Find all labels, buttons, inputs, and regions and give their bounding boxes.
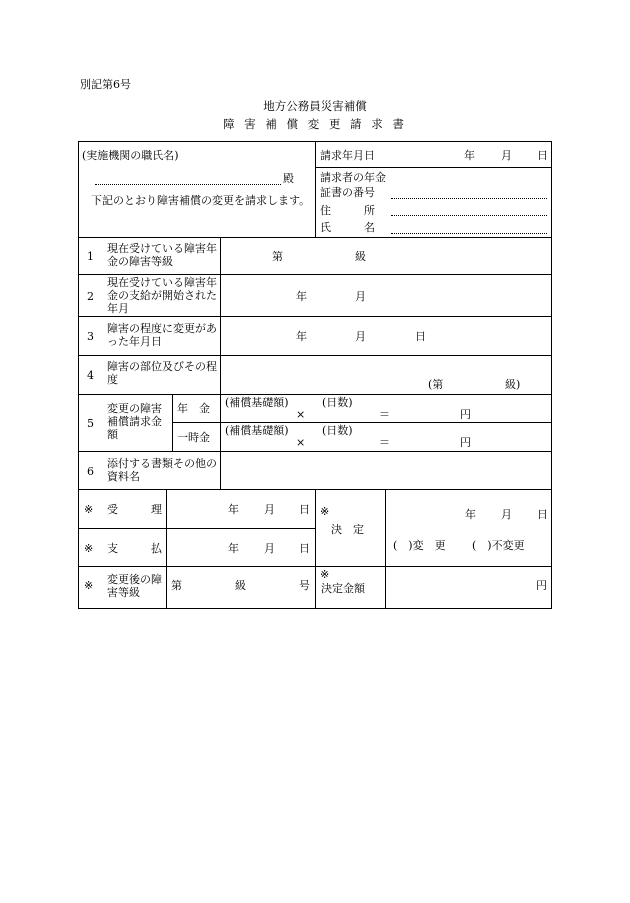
- row-4-number: 4: [87, 369, 94, 382]
- after-grade-go: 号: [299, 579, 310, 592]
- row-4-grade-right: 級): [505, 378, 521, 391]
- row-5-lumpsum-days-label: (日数): [322, 424, 353, 437]
- row-1-number: 1: [87, 250, 94, 263]
- request-date-label: 請求年月日: [320, 149, 375, 162]
- row-5-pension-yen: 円: [460, 408, 471, 421]
- row-5-pension-equals: ＝: [379, 408, 390, 421]
- pension-cert-label-2: 証書の番号: [320, 186, 375, 199]
- request-month: 月: [501, 149, 512, 162]
- agency-label: (実施機関の職氏名): [82, 149, 179, 162]
- row-5-lumpsum-times: ×: [296, 436, 306, 449]
- pension-cert-line: [391, 198, 547, 199]
- row-5-pension-days-label: (日数): [322, 396, 353, 409]
- row-5-lumpsum-label: 一時金: [177, 431, 210, 444]
- row-4-label: 障害の部位及びその程度: [107, 360, 217, 386]
- decision-unchanged-option: ( )不変更: [472, 539, 525, 552]
- row-5-pension-label: 年 金: [177, 402, 210, 415]
- row-2-label: 現在受けている障害年金の支給が開始された年月: [107, 276, 217, 315]
- row-5-label: 変更の障害補償請求金額: [107, 402, 162, 441]
- decided-amount-label: 決定金額: [321, 582, 365, 595]
- payment-year: 年: [228, 542, 239, 555]
- after-grade-first: 第: [171, 579, 182, 592]
- row-2-number: 2: [87, 290, 94, 303]
- receipt-day: 日: [299, 503, 310, 516]
- receipt-label: 受 理: [107, 503, 162, 516]
- decision-month: 月: [501, 508, 512, 521]
- row-5-number: 5: [87, 417, 94, 430]
- request-day: 日: [537, 149, 548, 162]
- row-5-lumpsum-base-label: (補償基礎額): [225, 424, 289, 437]
- row-6-number: 6: [87, 465, 94, 478]
- payment-day: 日: [299, 542, 310, 555]
- form-title: 障 害 補 償 変 更 請 求 書: [223, 117, 407, 131]
- row-6-label: 添付する書類その他の資料名: [107, 457, 217, 483]
- row-2-month: 月: [355, 290, 366, 303]
- decision-year: 年: [465, 508, 476, 521]
- payment-label: 支 払: [107, 542, 162, 555]
- row-5-pension-times: ×: [296, 408, 306, 421]
- after-grade-kyu: 級: [235, 579, 246, 592]
- row-3-month: 月: [355, 330, 366, 343]
- payment-mark: ※: [84, 542, 94, 555]
- address-line: [391, 215, 547, 216]
- row-1-grade-kyu: 級: [355, 250, 366, 263]
- address-label: 住 所: [320, 204, 375, 217]
- row-5-lumpsum-equals: ＝: [379, 436, 390, 449]
- row-5-pension-base-label: (補償基礎額): [225, 396, 289, 409]
- honorific: 殿: [283, 172, 294, 185]
- row-3-day: 日: [415, 330, 426, 343]
- row-5-lumpsum-yen: 円: [460, 436, 471, 449]
- form-number: 別記第6号: [80, 78, 131, 91]
- row-3-year: 年: [296, 330, 307, 343]
- row-3-label: 障害の程度に変更があった年月日: [107, 322, 217, 348]
- form-heading-line1: 地方公務員災害補償: [263, 99, 367, 113]
- decided-amount-mark: ※: [320, 568, 330, 581]
- decision-changed-option: ( )変 更: [393, 539, 446, 552]
- receipt-month: 月: [264, 503, 275, 516]
- decision-mark: ※: [320, 505, 330, 518]
- decision-label: 決 定: [331, 523, 364, 536]
- receipt-mark: ※: [84, 503, 94, 516]
- name-line: [391, 233, 547, 234]
- after-grade-mark: ※: [84, 579, 94, 592]
- payment-month: 月: [264, 542, 275, 555]
- row-3-number: 3: [87, 330, 94, 343]
- row-1-label: 現在受けている障害年金の障害等級: [107, 242, 217, 268]
- request-year: 年: [464, 149, 475, 162]
- row-4-grade-left: (第: [428, 378, 444, 391]
- decided-amount-yen: 円: [536, 579, 547, 592]
- receipt-year: 年: [228, 503, 239, 516]
- name-label: 氏 名: [320, 221, 375, 234]
- request-text: 下記のとおり障害補償の変更を請求します。: [91, 194, 311, 207]
- row-1-grade-first: 第: [272, 250, 283, 263]
- agency-name-line: [95, 184, 281, 185]
- decision-day: 日: [537, 508, 548, 521]
- row-2-year: 年: [296, 290, 307, 303]
- pension-cert-label-1: 請求者の年金: [320, 171, 386, 184]
- after-grade-label: 変更後の障害等級: [107, 573, 162, 599]
